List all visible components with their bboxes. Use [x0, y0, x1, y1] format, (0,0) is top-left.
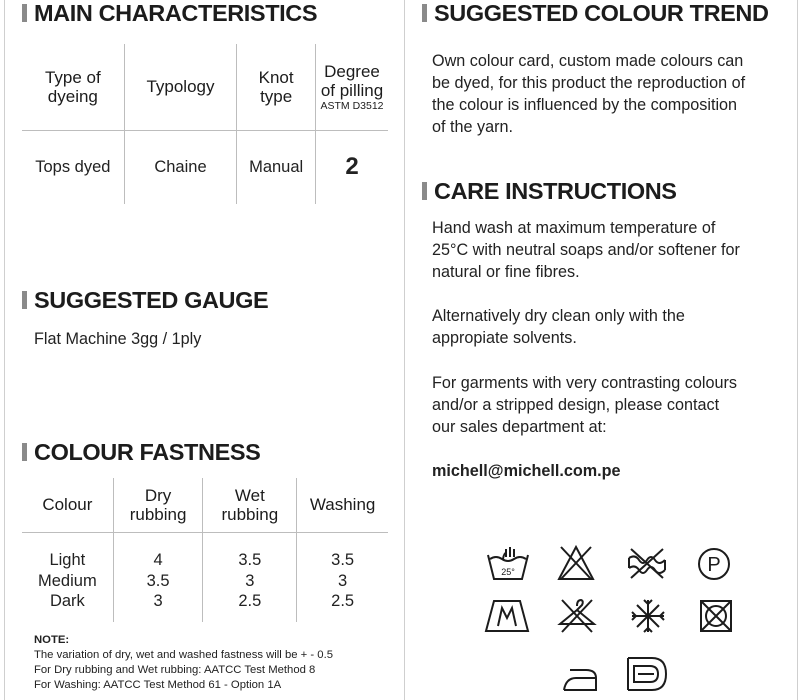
text-line: natural or fine fibres.: [432, 263, 580, 281]
do-not-hang-dry-icon: [556, 596, 598, 636]
main-characteristics-heading: [22, 0, 317, 26]
row-dry: 3.5: [113, 570, 203, 592]
do-not-bleach-icon: [556, 544, 596, 582]
dry-clean-p-icon: [696, 546, 732, 582]
text-line: our sales department at:: [432, 418, 607, 436]
heading-text: COLOUR FASTNESS: [34, 439, 261, 465]
table-row: [22, 532, 388, 570]
row-dry: 4: [113, 532, 203, 570]
header-wet-rubbing: Wet rubbing: [203, 478, 297, 532]
center-divider: [404, 0, 405, 700]
left-divider: [4, 0, 5, 700]
row-colour: Medium: [38, 571, 97, 590]
suggested-gauge-heading: [22, 287, 268, 313]
note-title: NOTE:: [34, 634, 70, 646]
header-degree-of-pilling: Degree of pilling ASTM D3512: [316, 44, 388, 130]
header-colour: Colour: [42, 495, 93, 515]
value-type-of-dyeing: Tops dyed: [35, 157, 111, 176]
pilling-standard: ASTM D3512: [320, 99, 384, 112]
row-wet: 3: [203, 570, 297, 592]
colour-fastness-heading: [22, 439, 260, 465]
row-wet: 2.5: [203, 592, 297, 622]
text-line: Hand wash at maximum temperature of: [432, 219, 716, 237]
note-line: The variation of dry, wet and washed fastness will be + - 0.5: [34, 649, 333, 661]
gauge-text: Flat Machine 3gg / 1ply: [34, 330, 202, 348]
heading-bar: [22, 4, 27, 22]
note-line: For Washing: AATCC Test Method 61 - Option 1A: [34, 679, 282, 691]
header-type-of-dyeing: Type of dyeing: [44, 67, 101, 106]
heading-text: SUGGESTED GAUGE: [34, 287, 269, 313]
contact-email[interactable]: michell@michell.com.pe: [432, 462, 621, 480]
tumble-dry-shade-icon: [624, 654, 670, 694]
heading-text: SUGGESTED COLOUR TREND: [434, 0, 769, 26]
table-row: [22, 570, 388, 592]
header-knot-type: Knot type: [237, 44, 316, 130]
heading-text: CARE INSTRUCTIONS: [434, 178, 677, 204]
row-washing: 3: [297, 570, 388, 592]
care-instructions-heading: [422, 178, 677, 204]
right-divider: [797, 0, 798, 700]
row-colour: Light: [49, 551, 86, 569]
value-knot-type: Manual: [237, 130, 316, 204]
care-paragraph-1: [432, 217, 740, 283]
text-line: Own colour card, custom made colours can: [432, 52, 744, 70]
heading-bar: [422, 182, 427, 200]
text-line: appropiate solvents.: [432, 329, 577, 347]
svg-text:25°: 25°: [501, 567, 515, 577]
row-washing: 2.5: [297, 592, 388, 622]
value-degree-of-pilling: 2: [316, 130, 388, 204]
care-paragraph-3: [432, 372, 737, 438]
row-washing: 3.5: [297, 532, 388, 570]
colour-trend-heading: [422, 0, 769, 26]
note-line: For Dry rubbing and Wet rubbing: AATCC Test Method 8: [34, 664, 316, 676]
row-dry: 3: [113, 592, 203, 622]
text-line: the colour is influenced by the composition: [432, 96, 738, 114]
heading-bar: [422, 4, 427, 22]
text-line: be dyed, for this product the reproduction of: [432, 74, 746, 92]
svg-text:P: P: [707, 554, 721, 576]
care-paragraph-2: [432, 305, 685, 349]
dry-flat-icon: [484, 598, 530, 634]
heading-bar: [22, 443, 27, 461]
text-line: and/or a stripped design, please contact: [432, 396, 720, 414]
heading-text: MAIN CHARACTERISTICS: [34, 0, 318, 26]
header-typology: Typology: [124, 44, 237, 130]
colour-fastness-table: [22, 478, 388, 622]
header-dry-rubbing: Dry rubbing: [113, 478, 203, 532]
main-characteristics-table: [22, 44, 388, 204]
do-not-tumble-dry-icon: [627, 596, 669, 636]
text-line: For garments with very contrasting colours: [432, 374, 737, 392]
do-not-wring-icon: [625, 546, 669, 580]
text-line: 25°C with neutral soaps and/or softener for: [432, 241, 740, 259]
heading-bar: [22, 291, 27, 309]
row-colour: Dark: [49, 592, 85, 610]
do-not-machine-dry-icon: [698, 598, 734, 634]
hand-wash-icon: [486, 545, 530, 581]
text-line: of the yarn.: [432, 118, 513, 136]
iron-icon: [560, 664, 600, 694]
text-line: Alternatively dry clean only with the: [432, 307, 685, 325]
value-typology: Chaine: [124, 130, 237, 204]
table-row: [22, 592, 388, 622]
header-washing: Washing: [297, 478, 388, 532]
colour-trend-text: [432, 50, 745, 138]
row-wet: 3.5: [203, 532, 297, 570]
